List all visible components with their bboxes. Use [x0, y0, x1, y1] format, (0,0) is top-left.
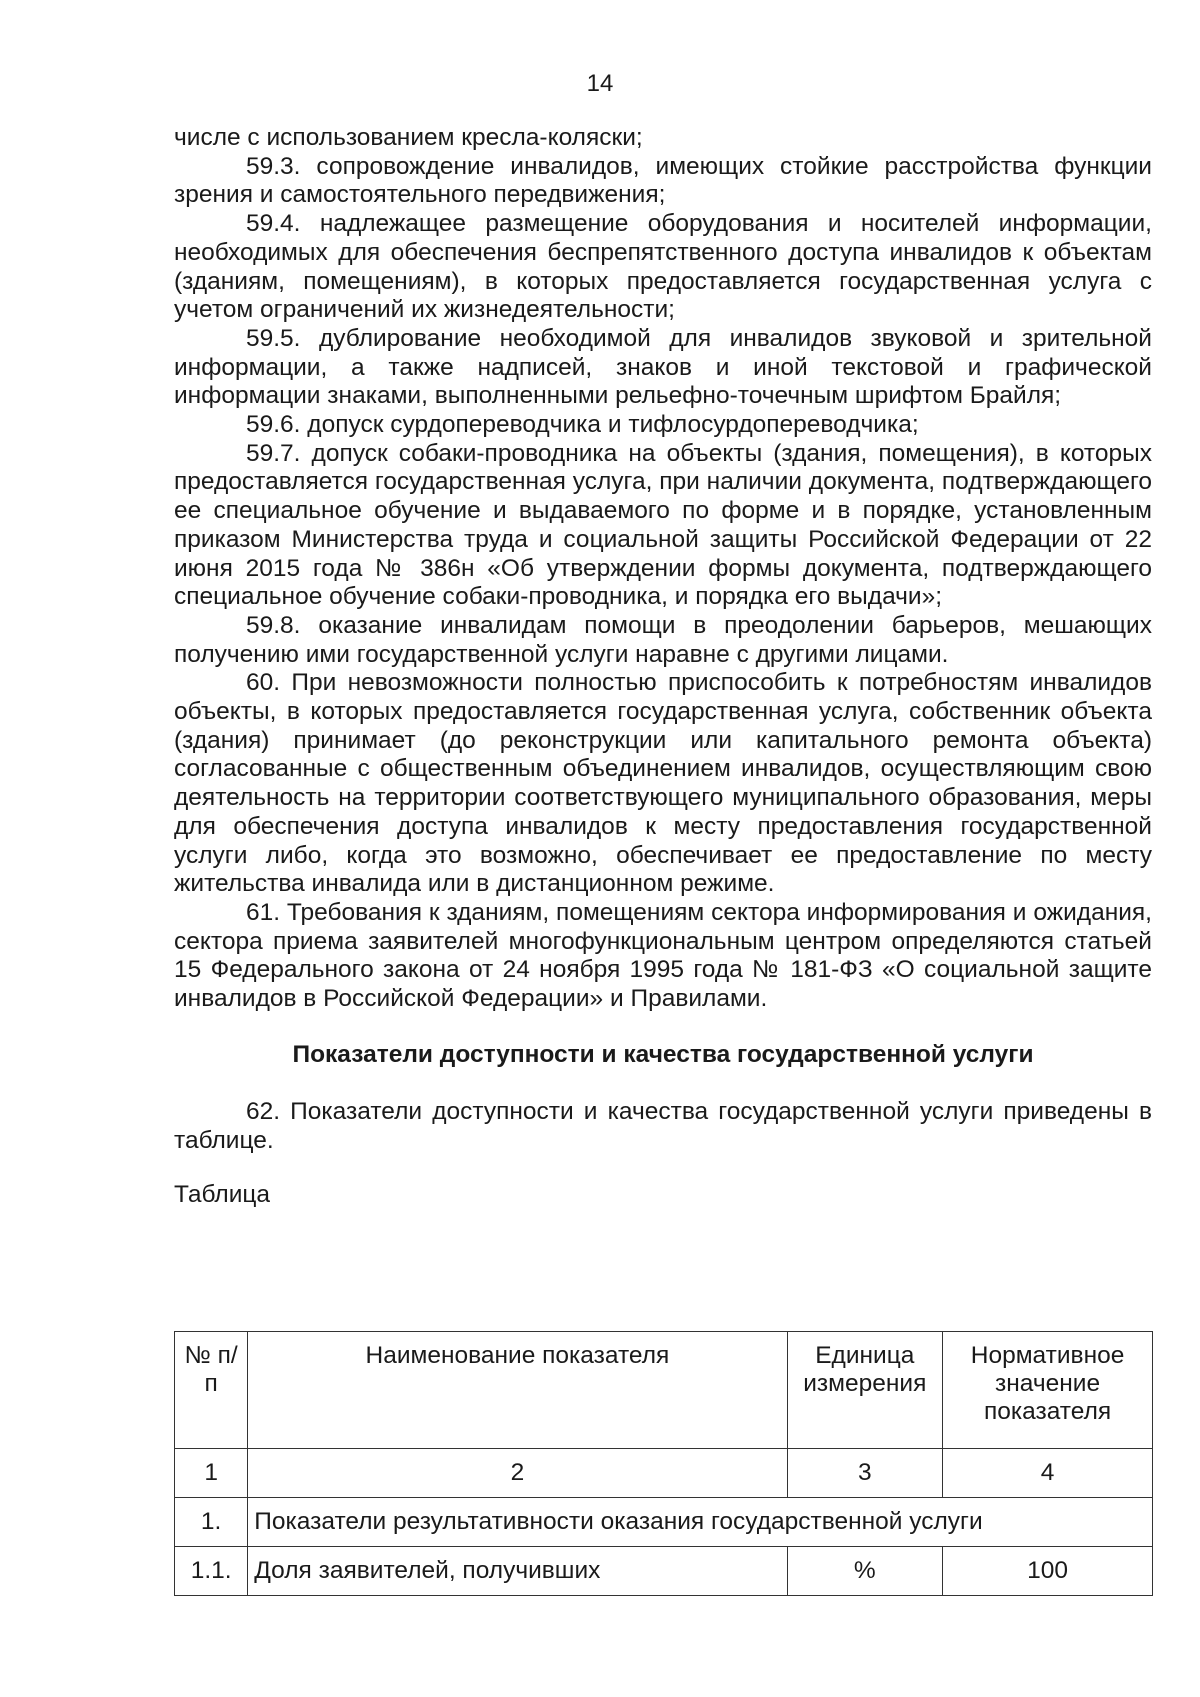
header-unit: Единица измерения	[787, 1332, 943, 1449]
paragraph: 61. Требования к зданиям, помещениям сектора информирования и ожидания, сектора приема заявителей многофункциональным центром определяются статьей 15 Федерального закона от 24 ноября 1995 года № 181-ФЗ «О социальной защите инвалидов в Российской Федерации» и Правилами.	[174, 898, 1152, 1013]
row-value: 100	[943, 1547, 1153, 1596]
header-name: Наименование показателя	[248, 1332, 787, 1449]
paragraph: 59.4. надлежащее размещение оборудования и носителей информации, необходимых для обеспечения беспрепятственного доступа инвалидов к объектам (зданиям, помещениям), в которых предоставляется государственная услуга с учетом ограничений их жизнедеятельности;	[174, 210, 1152, 324]
column-number: 1	[175, 1449, 248, 1498]
paragraph: 59.6. допуск сурдопереводчика и тифлосурдопереводчика;	[246, 411, 919, 439]
paragraph: 59.7. допуск собаки-проводника на объекты (здания, помещения), в которых предоставляется государственная услуга, при наличии документа, подтверждающего ее специальное обучение и выдаваемого по форме и в порядке, установленным приказом Министерства труда и социальной защиты Российской Федерации от 22 июня 2015 года № 386н «Об утверждении формы документа, подтверждающего специальное обучение собаки-проводника, и порядка его выдачи»;	[174, 439, 1152, 611]
row-name: Доля заявителей, получивших	[248, 1547, 787, 1596]
section-heading: Показатели доступности и качества государственной услуги	[292, 1040, 1034, 1068]
header-value: Нормативное значение показателя	[943, 1332, 1153, 1449]
document-body	[174, 124, 1152, 1210]
row-unit: %	[787, 1547, 943, 1596]
table-header-row	[175, 1332, 1153, 1449]
column-number: 3	[787, 1449, 943, 1498]
column-number-row	[175, 1449, 1153, 1498]
paragraph: 60. При невозможности полностью приспособить к потребностям инвалидов объекты, в которых предоставляется государственная услуга, собственник объекта (здания) принимает (до реконструкции или капитального ремонта объекта) согласованные с общественным объединением инвалидов, осуществляющим свою деятельность на территории соответствующего муниципального образования, меры для обеспечения доступа инвалидов к месту предоставления государственной услуги либо, когда это возможно, обеспечивает ее предоставление по месту жительства инвалида или в дистанционном режиме.	[174, 669, 1152, 898]
table-row	[175, 1547, 1153, 1596]
indicators-table	[174, 1331, 1153, 1596]
row-num: 1.	[175, 1498, 248, 1547]
paragraph: 59.3. сопровождение инвалидов, имеющих стойкие расстройства функции зрения и самостоятельного передвижения;	[174, 152, 1152, 209]
table-caption: Таблица	[174, 1181, 271, 1209]
paragraph: 62. Показатели доступности и качества государственной услуги приведены в таблице.	[174, 1097, 1152, 1154]
paragraph: 59.5. дублирование необходимой для инвалидов звуковой и зрительной информации, а также надписей, знаков и иной текстовой и графической информации знаками, выполненными рельефно-точечным шрифтом Брайля;	[174, 324, 1152, 410]
column-number: 4	[943, 1449, 1153, 1498]
page-number: 14	[586, 70, 614, 97]
row-num: 1.1.	[175, 1547, 248, 1596]
paragraph: числе с использованием кресла-коляски;	[174, 124, 643, 151]
header-num: № п/п	[175, 1332, 248, 1449]
paragraph: 59.8. оказание инвалидам помощи в преодолении барьеров, мешающих получению ими государственной услуги наравне с другими лицами.	[174, 611, 1152, 668]
table-row	[175, 1498, 1153, 1547]
column-number: 2	[248, 1449, 787, 1498]
row-name: Показатели результативности оказания государственной услуги	[248, 1498, 1153, 1547]
